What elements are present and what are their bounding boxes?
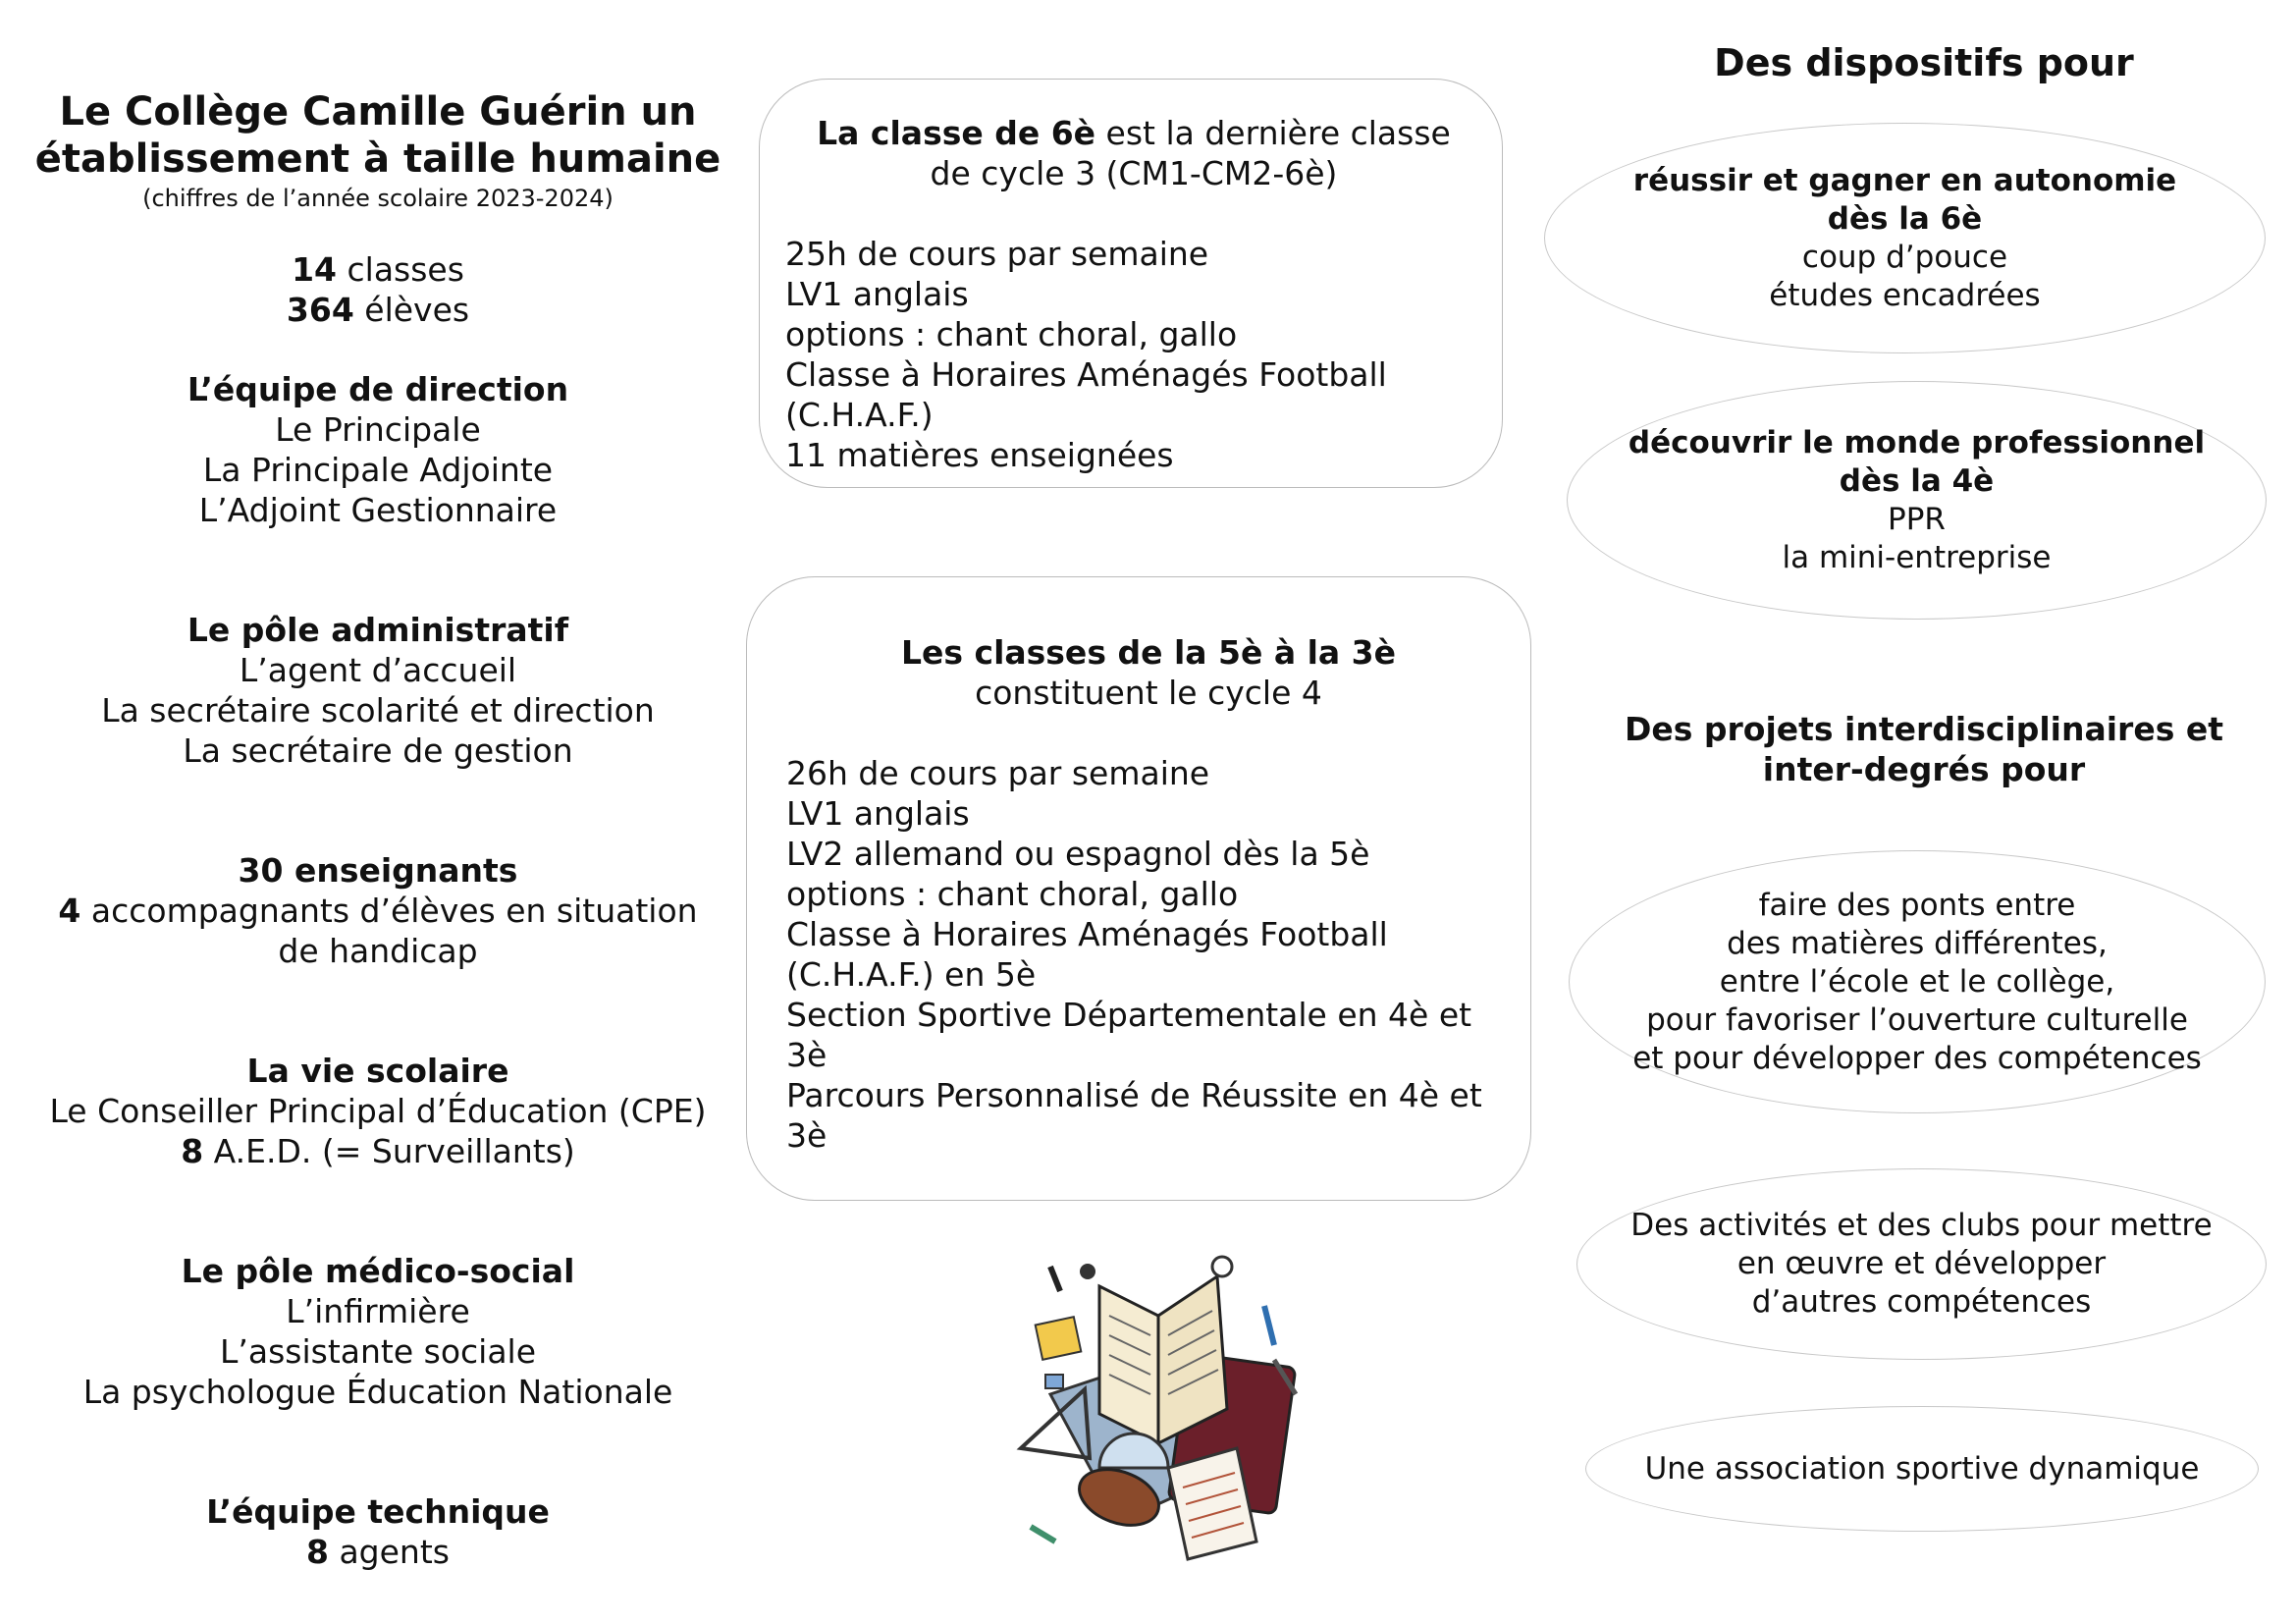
cycle4-line: 3è [786, 1036, 828, 1074]
vie-scolaire-heading: La vie scolaire [246, 1052, 509, 1090]
cycle4-line: Classe à Horaires Aménagés Football [786, 915, 1388, 953]
direction-heading: L’équipe de direction [187, 370, 569, 408]
ellipse-association: Une association sportive dynamique [1585, 1406, 2259, 1532]
teachers-block: 30 enseignants 4 accompagnants d’élèves en situation de handicap [20, 850, 736, 971]
cycle4-line: options : chant choral, gallo [786, 875, 1239, 913]
cycle3-line: Classe à Horaires Aménagés Football [785, 355, 1387, 394]
vie-scolaire-block: La vie scolaire Le Conseiller Principal d’Éducation (CPE) 8 A.E.D. (= Surveillants) [20, 1051, 736, 1171]
page-title: Le Collège Camille Guérin un établissement à taille humaine [34, 89, 721, 182]
projects-heading: Des projets interdisciplinaires et inter-degrés pour [1624, 710, 2224, 788]
right-title: Des dispositifs pour [1714, 41, 2134, 84]
ellipse-activites: Des activités et des clubs pour mettre en œuvre et développer d’autres compétences [1576, 1168, 2267, 1360]
cycle4-line: 26h de cours par semaine [786, 754, 1210, 792]
cycle3-line: 25h de cours par semaine [785, 235, 1209, 273]
school-supplies-illustration [1011, 1247, 1306, 1561]
cycle4-line: (C.H.A.F.) en 5è [786, 955, 1037, 994]
counts-block: 14 classes 364 élèves [286, 250, 470, 329]
cycle3-heading: La classe de 6è est la dernière classe de cycle 3 (CM1-CM2-6è) [817, 114, 1451, 192]
teachers-heading: 30 enseignants [238, 851, 518, 890]
ellipse-autonomie: réussir et gagner en autonomie dès la 6è coup d’pouce études encadrées [1544, 123, 2266, 353]
cycle4-line: Section Sportive Départementale en 4è et [786, 996, 1472, 1034]
cycle3-box [759, 79, 1503, 488]
medico-block: Le pôle médico-social L’infirmière L’assistante sociale La psychologue Éducation Nationale [20, 1251, 736, 1412]
cycle4-line: 3è [786, 1116, 828, 1155]
cycle4-box [746, 576, 1531, 1201]
admin-block: Le pôle administratif L’agent d’accueil La secrétaire scolarité et direction La secrétaire de gestion [20, 610, 736, 771]
technique-heading: L’équipe technique [206, 1492, 550, 1531]
cycle4-heading: Les classes de la 5è à la 3è constituent le cycle 4 [900, 633, 1397, 712]
cycle3-line: (C.H.A.F.) [785, 396, 934, 434]
direction-block: L’équipe de direction Le Principale La Principale Adjointe L’Adjoint Gestionnaire [20, 369, 736, 530]
left-column [20, 88, 736, 1572]
medico-heading: Le pôle médico-social [181, 1252, 575, 1290]
technique-block: L’équipe technique 8 agents [20, 1491, 736, 1572]
ellipse-projets: faire des ponts entre des matières différentes, entre l’école et le collège, pour favoriser l’ouverture culturelle et pour développer des compétences [1569, 850, 2266, 1113]
cycle4-line: LV2 allemand ou espagnol dès la 5è [786, 835, 1370, 873]
cycle4-line: Parcours Personnalisé de Réussite en 4è et [786, 1076, 1482, 1114]
cycle3-line: 11 matières enseignées [785, 436, 1174, 474]
cycle4-line: LV1 anglais [786, 794, 970, 833]
ellipse-monde-pro: découvrir le monde professionnel dès la 4è PPR la mini-entreprise [1567, 381, 2267, 620]
cycle3-line: LV1 anglais [785, 275, 969, 313]
page-subtitle: (chiffres de l’année scolaire 2023-2024) [142, 185, 614, 212]
cycle3-line: options : chant choral, gallo [785, 315, 1238, 353]
admin-heading: Le pôle administratif [187, 611, 569, 649]
